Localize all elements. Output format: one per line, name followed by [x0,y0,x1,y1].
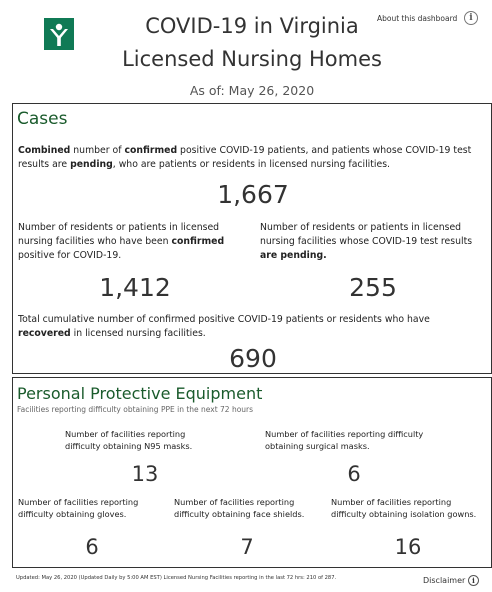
combined-value: 1,667 [217,180,289,209]
about-dashboard-link[interactable]: About this dashboard [377,14,458,23]
surgical-value: 6 [347,462,361,486]
ppe-subtitle: Facilities reporting difficulty obtaining PPE in the next 72 hours [17,405,254,414]
disclaimer-link[interactable]: Disclaimer [423,576,466,585]
updated-footnote: Updated: May 26, 2020 (Updated Daily by 5:00 AM EST) Licensed Nursing Facilities reporting in the last 72 hrs: 210 of 287. [16,575,337,581]
isolation-gowns-value: 16 [394,535,422,559]
face-shields-value: 7 [240,535,254,559]
info-icon[interactable]: i [464,11,478,25]
confirmed-description: Number of residents or patients in licensed nursing facilities who have been confirmed positive for COVID-19. [18,222,225,261]
gloves-value: 6 [85,535,99,559]
vdh-logo-icon [44,18,74,50]
n95-label: Number of facilities reporting difficulty obtaining N95 masks. [65,429,193,451]
combined-description: Combined number of confirmed positive COVID-19 patients, and patients whose COVID-19 test results are pending, who are patients or residents in licensed nursing facilities. [18,145,472,170]
gloves-label: Number of facilities reporting difficulty obtaining gloves. [18,497,139,519]
isolation-gowns-label: Number of facilities reporting difficulty obtaining isolation gowns. [331,497,477,519]
as-of-date: As of: May 26, 2020 [189,83,315,98]
surgical-label: Number of facilities reporting difficulty obtaining surgical masks. [265,429,424,451]
page-title-line2: Licensed Nursing Homes [122,47,382,71]
pending-value: 255 [349,273,397,302]
cases-panel [12,103,492,374]
recovered-value: 690 [229,344,277,373]
face-shields-label: Number of facilities reporting difficulty obtaining face shields. [174,497,305,519]
pending-description: Number of residents or patients in licensed nursing facilities whose COVID-19 test results are pending. [260,222,473,261]
n95-value: 13 [131,462,159,486]
recovered-description: Total cumulative number of confirmed positive COVID-19 patients or residents who have recovered in licensed nursing facilities. [18,314,430,339]
cases-title: Cases [17,109,68,129]
ppe-title: Personal Protective Equipment [17,384,263,403]
page-title-line1: COVID-19 in Virginia [145,14,359,38]
ppe-panel [12,377,492,568]
info-icon[interactable]: i [468,575,479,586]
confirmed-value: 1,412 [99,273,171,302]
